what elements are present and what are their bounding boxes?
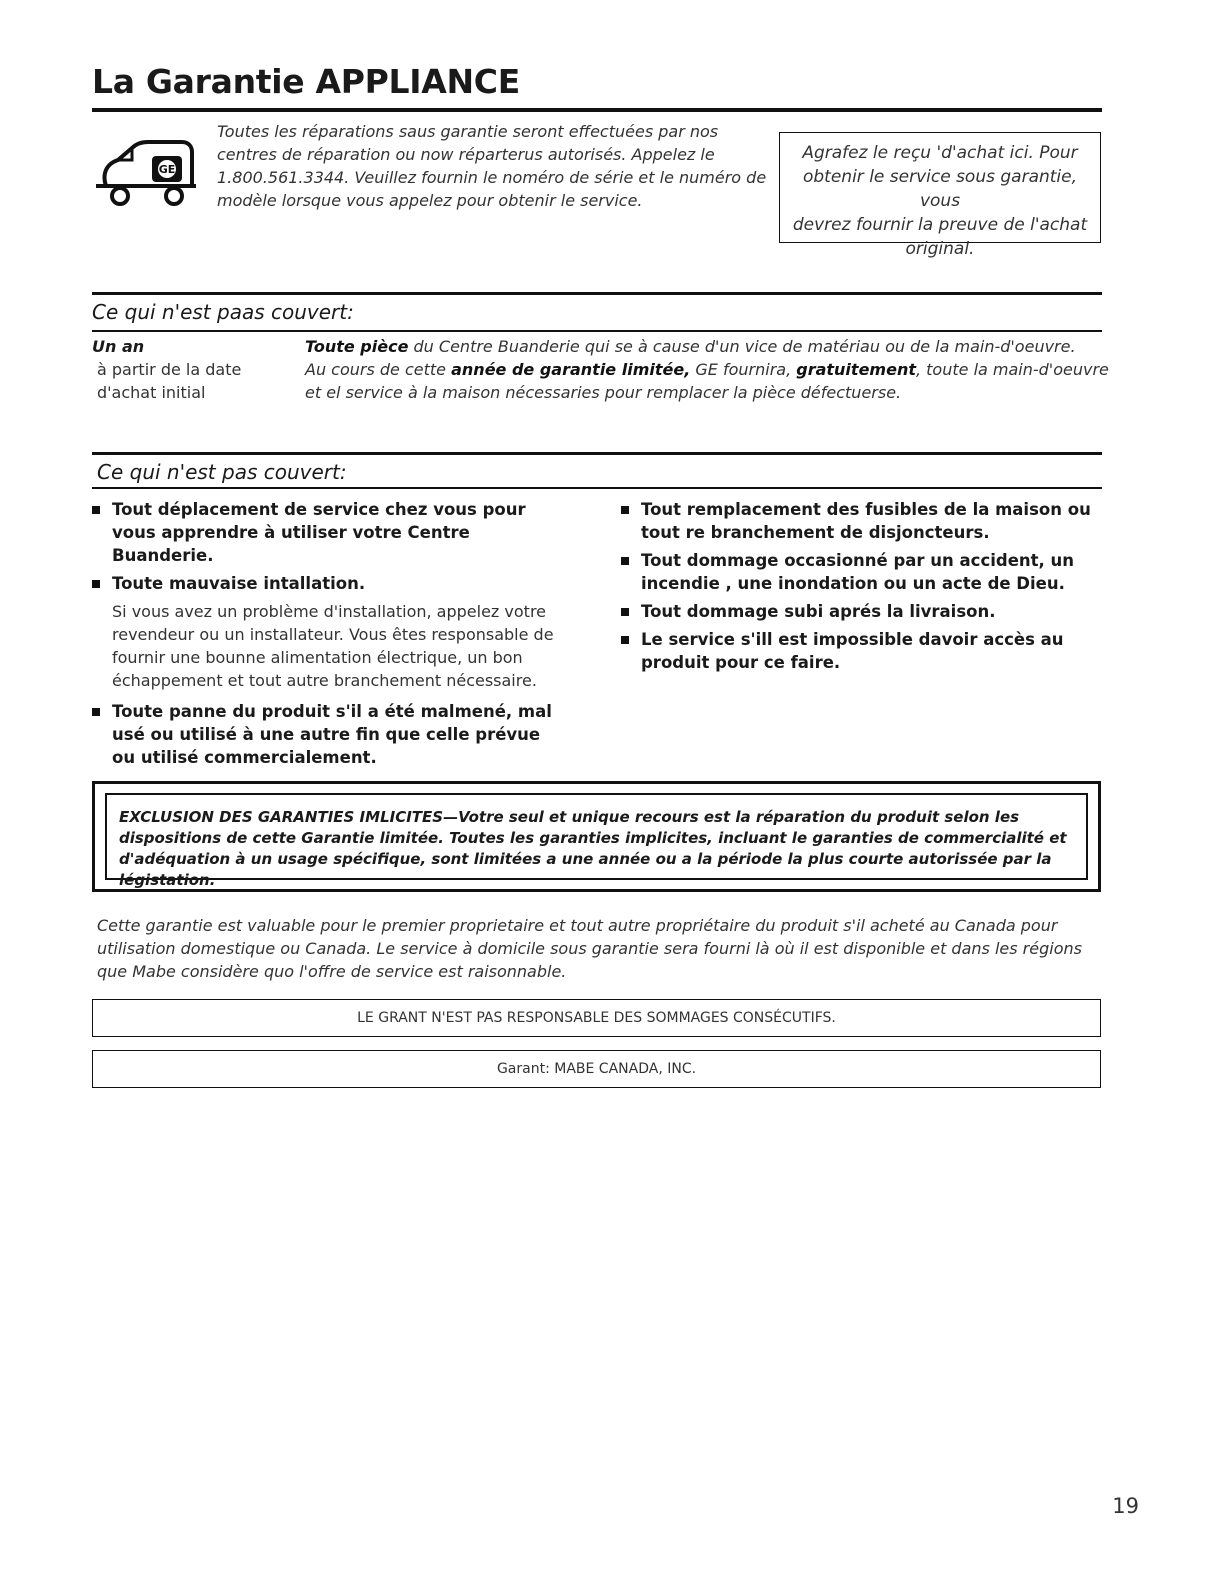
coverage-bold: gratuitement xyxy=(796,360,916,379)
bullet-icon xyxy=(621,506,629,514)
section-rule-top xyxy=(92,452,1102,455)
page-title: La Garantie APPLIANCE xyxy=(92,62,520,101)
coverage-line: et el service à la maison nécessaries pour remplacer la pièce défectuerse. xyxy=(305,383,902,402)
warranty-scope-paragraph: Cette garantie est valuable pour le premier proprietaire et tout autre propriétaire du produit s'il acheté au Canada pour utilisation domestique ou Canada. Le service à domicile sous garantie sera fourni là où il est disponible et dans les régions que Mabe considère quo l'offre de service est raisonnable. xyxy=(97,916,1082,981)
bullet-icon xyxy=(92,708,100,716)
section-rule-bottom xyxy=(92,487,1102,489)
coverage-bold: année de garantie limitée, xyxy=(451,360,691,379)
warrantor-box: Garant: MABE CANADA, INC. xyxy=(92,1050,1101,1088)
list-item: Toute mauvaise intallation. xyxy=(92,572,562,595)
list-item: Tout dommage occasionné par un accident, un incendie , une inondation ou un acte de Dieu. xyxy=(621,549,1111,595)
bullet-icon xyxy=(621,557,629,565)
page-number: 19 xyxy=(1112,1494,1139,1518)
list-item: Toute panne du produit s'il a été malmené, mal usé ou utilisé à une autre fin que celle prévue ou utilisé commercialement. xyxy=(92,700,562,769)
section-rule-top xyxy=(92,292,1102,295)
list-item-detail: Si vous avez un problème d'installation, appelez votre revendeur ou un installateur. Vous êtes responsable de fournir une bounne alimentation électrique, un bon échappement et tout autre branchement nécessaire. xyxy=(112,602,554,690)
coverage-term: Un an xyxy=(92,337,145,356)
staple-line: obtenir le service sous garantie, vous xyxy=(802,167,1078,211)
service-truck-icon xyxy=(92,134,200,210)
title-rule xyxy=(92,108,1102,112)
svg-text:GE: GE xyxy=(158,163,176,176)
list-item: Tout dommage subi aprés la livraison. xyxy=(621,600,1111,623)
coverage-line: Toute pièce du Centre Buanderie qui se à cause d'un vice de matériau ou de la main-d'oeuvre. xyxy=(305,337,1076,356)
consequential-damages-box: LE GRANT N'EST PAS RESPONSABLE DES SOMMAGES CONSÉCUTIFS. xyxy=(92,999,1101,1037)
bullet-icon xyxy=(92,580,100,588)
intro-line: centres de réparation ou now réparterus autorisés. Appelez le xyxy=(217,145,715,164)
exclusions-right-column xyxy=(621,498,1111,679)
coverage-term-detail: d'achat initial xyxy=(97,383,206,402)
bullet-icon xyxy=(92,506,100,514)
staple-line: devrez fournir la preuve de l'achat xyxy=(792,215,1088,235)
coverage-line: Au cours de cette année de garantie limitée, GE fournira, gratuitement, toute la main-d'oeuvre xyxy=(305,360,1109,379)
staple-line: Agrafez le reçu 'd'achat ici. Pour xyxy=(802,143,1078,163)
intro-line: Toutes les réparations saus garantie seront effectuées par nos xyxy=(217,122,719,141)
intro-line: modèle lorsque vous appelez pour obtenir le service. xyxy=(217,191,643,210)
section-rule-bottom xyxy=(92,330,1102,332)
not-covered-section-title: Ce qui n'est pas couvert: xyxy=(97,460,347,484)
implied-warranty-exclusion-text: EXCLUSION DES GARANTIES IMLICITES—Votre seul et unique recours est la réparation du produit selon les dispositions de cette Garantie limitée. Toutes les garanties implicites, incluant le garanties de commercialité et d'adéquation à un usage spécifique, sont limitées a une année ou a la période la plus courte autorissée par la légistation. xyxy=(105,793,1088,880)
coverage-bold: Toute pièce xyxy=(305,337,409,356)
list-item: Tout remplacement des fusibles de la maison ou tout re branchement de disjoncteurs. xyxy=(621,498,1111,544)
bullet-icon xyxy=(621,608,629,616)
staple-line: original. xyxy=(905,239,975,259)
receipt-staple-box xyxy=(779,132,1101,259)
implied-warranty-exclusion-box xyxy=(92,781,1101,892)
list-item: Tout déplacement de service chez vous pour vous apprendre à utiliser votre Centre Buanderie. xyxy=(92,498,562,567)
coverage-term-detail: à partir de la date xyxy=(97,360,242,379)
bullet-icon xyxy=(621,636,629,644)
service-intro xyxy=(217,120,767,212)
covered-section-title: Ce qui n'est paas couvert: xyxy=(92,300,354,324)
intro-line: 1.800.561.3344. Veuillez fournin le noméro de série et le numéro de xyxy=(217,168,767,187)
list-item: Le service s'ill est impossible davoir accès au produit pour ce faire. xyxy=(621,628,1111,674)
exclusions-left-column xyxy=(92,498,562,774)
